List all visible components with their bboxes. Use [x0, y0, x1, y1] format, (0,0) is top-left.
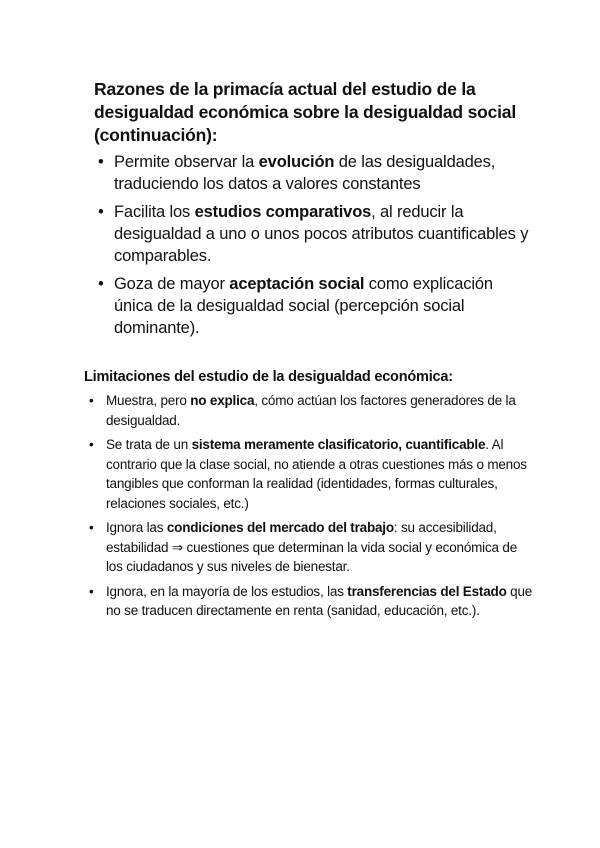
bullet-icon: •: [98, 275, 104, 293]
reasons-list: [94, 151, 534, 339]
bullet-icon: •: [98, 153, 104, 171]
limitations-list: [84, 391, 534, 621]
bullet-icon: •: [89, 520, 94, 535]
bullet-icon: •: [89, 393, 94, 408]
reasons-heading: Razones de la primacía actual del estudio de la desigualdad económica sobre la desigualdad social (continuación):: [94, 79, 517, 145]
limitations-heading: Limitaciones del estudio de la desigualdad económica:: [84, 369, 453, 385]
bullet-icon: •: [89, 437, 94, 452]
section-limitations: [84, 367, 534, 626]
bullet-icon: •: [98, 203, 104, 221]
list-item: • Goza de mayor aceptación social como explicación única de la desigualdad social (percepción social dominante).: [98, 275, 493, 337]
section-reasons: [94, 78, 534, 345]
list-item: • Muestra, pero no explica, cómo actúan los factores generadores de la desigualdad.: [89, 393, 516, 428]
list-item: • Facilita los estudios comparativos, al reducir la desigualdad a uno o unos pocos atributos cuantificables y comparables.: [98, 203, 529, 265]
list-item: • Ignora, en la mayoría de los estudios, las transferencias del Estado que no se traducen directamente en renta (sanidad, educación, etc.).: [89, 583, 533, 618]
list-item: • Se trata de un sistema meramente clasificatorio, cuantificable. Al contrario que la clase social, no atiende a otras cuestiones más o menos tangibles que conforman la realidad (identidades, formas culturales, relaciones sociales, etc.): [89, 437, 527, 511]
bullet-icon: •: [89, 583, 94, 599]
list-item: • Ignora las condiciones del mercado del trabajo: su accesibilidad, estabilidad ⇒ cuestiones que determinan la vida social y económica de los ciudadanos y sus niveles de bienestar.: [89, 520, 518, 574]
list-item: • Permite observar la evolución de las desigualdades, traduciendo los datos a valores constantes: [98, 153, 496, 193]
